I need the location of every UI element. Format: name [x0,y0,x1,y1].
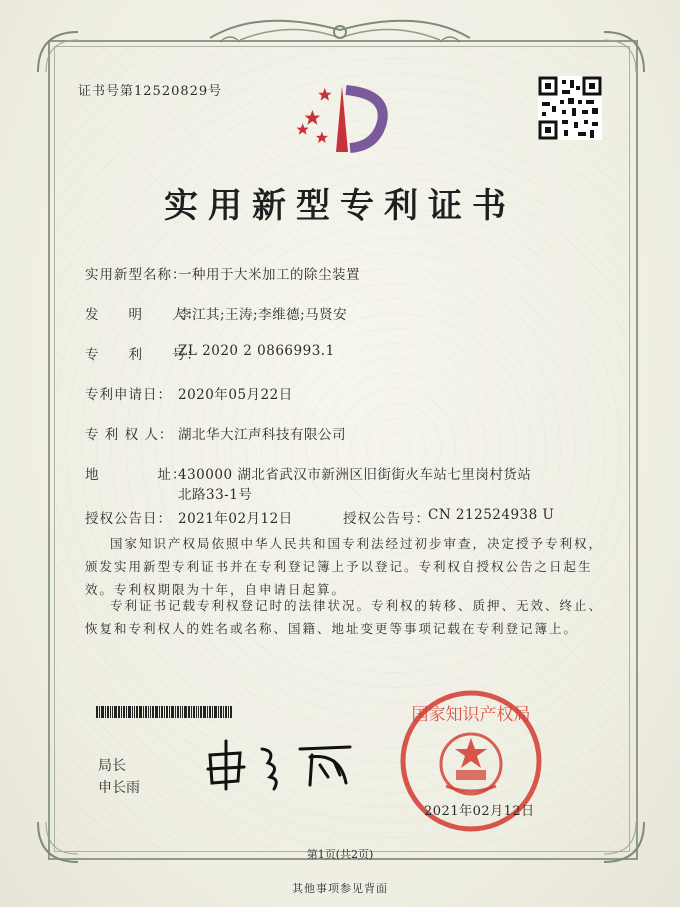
footer-note: 其他事项参见背面 [292,882,388,895]
field-value-address: 430000 湖北省武汉市新洲区旧街街火车站七里岗村货站 [178,467,532,483]
qr-code [538,76,602,140]
field-label-patent-number: 专 利 号： [85,347,201,363]
field-value-application-date: 2020年05月22日 [178,387,293,403]
field-label-inventors: 发 明 人： [85,307,201,323]
certificate-title: 实用新型专利证书 [164,186,516,226]
announcement-date-label: 授权公告日： [85,511,172,527]
director-title: 局长 [98,758,126,774]
corner-ornament-bottom-right [594,812,654,872]
seal-date: 2021年02月12日 [424,804,535,819]
barcode [96,703,266,715]
corner-ornament-bottom-left [28,812,88,872]
corner-ornament-top-left [28,22,88,82]
announcement-number-label: 授权公告号： [343,511,430,527]
field-value-address-line2: 北路33-1号 [178,487,253,503]
field-label-application-date: 专利申请日： [85,387,172,403]
announcement-number-value: CN 212524938 U [428,507,555,523]
field-label-utility-name: 实用新型名称： [85,267,187,283]
field-label-address: 地 址： [85,467,187,483]
announcement-date-value: 2021年02月12日 [178,511,293,527]
director-name: 申长雨 [98,780,140,796]
seal-text: 国家知识产权局 [411,705,531,725]
field-value-patentee: 湖北华大江声科技有限公司 [178,427,346,443]
corner-ornament-top-right [594,22,654,82]
field-value-patent-number: ZL 2020 2 0866993.1 [178,343,335,359]
page-indicator: 第1页(共2页) [306,848,374,861]
field-value-utility-name: 一种用于大米加工的除尘装置 [178,267,360,283]
field-label-patentee: 专 利 权 人： [85,427,174,443]
director-signature [200,735,360,791]
top-ornament [200,8,480,50]
field-value-inventors: 李江其;王涛;李维德;马贤安 [178,307,348,323]
certificate-number: 证书号第12520829号 [78,84,223,99]
grant-statement: 国家知识产权局依照中华人民共和国专利法经过初步审查，决定授予专利权，颁发实用新型专利证书并在专利登记簿上予以登记。专利权自授权公告之日起生效。专利权期限为十年，自申请日起算。 [85,536,604,597]
legal-status-statement: 专利证书记载专利权登记时的法律状况。专利权的转移、质押、无效、终止、恢复和专利权人的姓名或名称、国籍、地址变更等事项记载在专利登记簿上。 [85,598,604,636]
patent-office-logo [290,82,390,162]
